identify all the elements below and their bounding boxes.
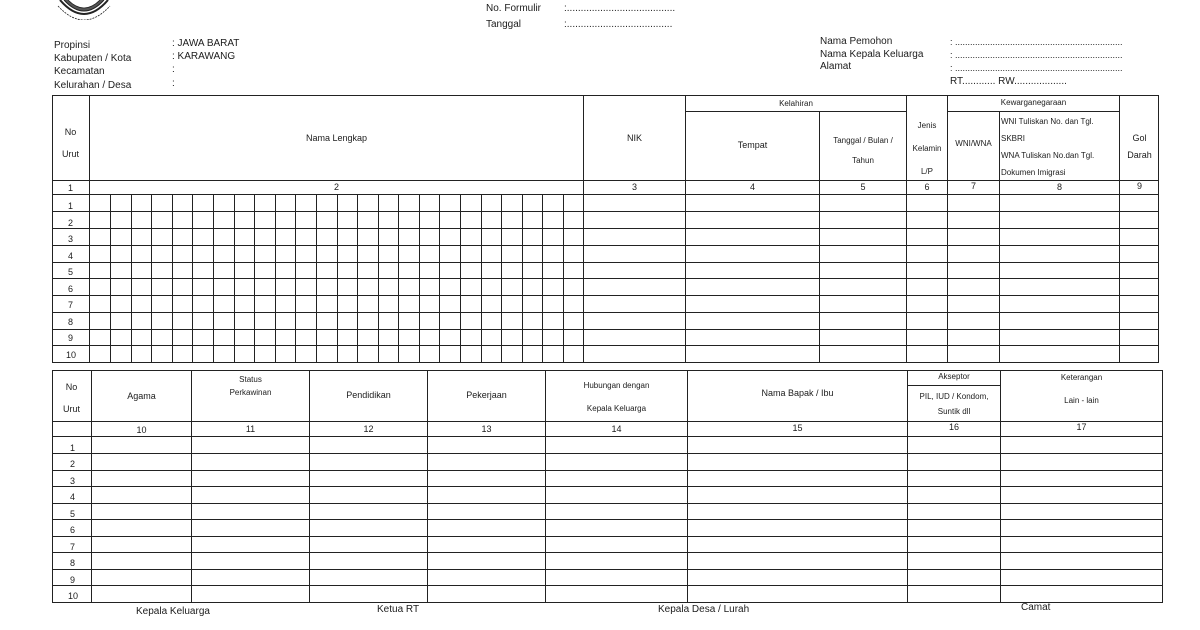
- t1-row-number: 4: [68, 251, 74, 261]
- applicant-value: : ...................................................................: [950, 37, 1123, 47]
- t2-col-number: 11: [245, 424, 256, 434]
- t1-row-number: 2: [68, 218, 74, 228]
- t1-nik-header: NIK: [626, 133, 642, 143]
- t2-keterangan-header: Keterangan: [1060, 373, 1103, 382]
- t2-col-number: 16: [948, 422, 959, 432]
- t1-wni-note-line4: Dokumen Imigrasi: [1001, 168, 1066, 177]
- t1-row-number: 6: [68, 284, 74, 294]
- t1-urut-label: Urut: [61, 149, 79, 159]
- t1-row-number: 1: [68, 201, 74, 211]
- t2-row-number: 4: [70, 492, 76, 502]
- t2-row-number: 6: [70, 525, 76, 535]
- t2-row-number: 8: [70, 558, 76, 568]
- family-head-label: Nama Kepala Keluarga: [820, 49, 924, 60]
- t2-row-number: 1: [70, 443, 76, 453]
- province-value: : JAWA BARAT: [172, 38, 240, 49]
- t2-akseptor-header: Akseptor: [938, 372, 970, 381]
- t1-tanggal-line1: Tanggal / Bulan /: [833, 136, 893, 145]
- t1-row-number: 9: [68, 333, 74, 343]
- t1-jenis-line1: Jenis: [917, 121, 937, 130]
- t2-urut-label: Urut: [62, 404, 80, 414]
- family-head-value: : ...................................................................: [950, 50, 1123, 60]
- address-value: : ...................................................................: [950, 63, 1123, 73]
- t2-pendidikan-header: Pendidikan: [346, 390, 391, 400]
- signature-kepala-keluarga: Kepala Keluarga: [136, 606, 210, 617]
- t2-col-number: 15: [792, 423, 803, 433]
- signature-ketua-rt: Ketua RT: [377, 604, 420, 615]
- t1-gol-line1: Gol: [1132, 133, 1147, 143]
- t1-jenis-line3: L/P: [920, 167, 933, 176]
- t2-col-number: 10: [136, 425, 147, 435]
- t1-kewarganegaraan-header: Kewarganegaraan: [1000, 98, 1067, 107]
- date-label: Tanggal: [486, 19, 522, 30]
- t2-agama-header: Agama: [127, 391, 156, 401]
- t2-akseptor-note-line1: PIL, IUD / Kondom,: [919, 392, 989, 401]
- t1-col-number: 4: [749, 182, 755, 192]
- t2-no-label: No: [65, 382, 78, 392]
- t2-akseptor-note-line2: Suntik dll: [937, 407, 971, 416]
- date-value: :......................................: [564, 19, 673, 30]
- t1-col-number: 6: [924, 182, 930, 192]
- t1-wni-wna-header: WNI/WNA: [955, 139, 992, 148]
- t2-hubungan-header: [546, 374, 687, 420]
- t1-tanggal-line2: Tahun: [852, 156, 874, 165]
- t2-hubungan-line1: Hubungan dengan: [583, 381, 650, 390]
- t1-jenis-line2: Kelamin: [912, 144, 942, 153]
- t2-row-number: 3: [70, 476, 76, 486]
- t1-row-number: 7: [68, 300, 74, 310]
- rt-rw-field: RT............ RW...................: [950, 76, 1067, 87]
- district-value: :: [172, 64, 175, 75]
- t1-col-number: 8: [1056, 182, 1062, 192]
- t1-col-number: 5: [860, 182, 866, 192]
- t1-col-number: 2: [333, 182, 339, 192]
- city-label: Kabupaten / Kota: [54, 53, 132, 64]
- village-value: :: [172, 78, 175, 89]
- t1-tempat-header: Tempat: [737, 140, 768, 150]
- t2-no-urut-header: [52, 376, 91, 420]
- t2-row-number: 5: [70, 509, 76, 519]
- t2-nama-bapak-ibu-header: Nama Bapak / Ibu: [761, 388, 834, 398]
- t2-status-line1: Status: [239, 375, 262, 384]
- t1-wni-note-line3: WNA Tuliskan No.dan Tgl.: [1001, 151, 1095, 160]
- t2-row-number: 10: [68, 591, 79, 601]
- t2-akseptor-note: [908, 389, 1000, 419]
- t2-col-number: 14: [611, 424, 622, 434]
- t1-col-number: 1: [67, 183, 73, 193]
- t1-col-number: 3: [631, 182, 637, 192]
- t1-row-number: 10: [66, 350, 77, 360]
- form-no-label: No. Formulir: [486, 3, 542, 14]
- t1-kelahiran-header: Kelahiran: [779, 99, 813, 108]
- city-value: : KARAWANG: [172, 51, 236, 62]
- t2-lain-lain-header: Lain - lain: [1064, 396, 1099, 405]
- t2-col-number: 13: [481, 424, 492, 434]
- t1-col-number: 7: [970, 181, 976, 191]
- signature-camat: Camat: [1021, 602, 1051, 613]
- address-label: Alamat: [820, 61, 852, 72]
- t1-wni-note-line1: WNI Tuliskan No. dan Tgl.: [1001, 117, 1094, 126]
- t1-gol-line2: Darah: [1127, 150, 1152, 160]
- t2-status-header: [192, 373, 309, 399]
- t2-col-number: 17: [1076, 422, 1087, 432]
- t1-row-number: 8: [68, 317, 74, 327]
- village-label: Kelurahan / Desa: [54, 80, 132, 91]
- district-label: Kecamatan: [54, 66, 105, 77]
- t2-row-number: 7: [70, 542, 76, 552]
- t2-row-number: 9: [70, 575, 76, 585]
- t2-pekerjaan-header: Pekerjaan: [466, 390, 507, 400]
- province-label: Propinsi: [54, 40, 91, 51]
- t1-row-number: 5: [68, 267, 74, 277]
- t2-hubungan-line2: Kepala Keluarga: [586, 404, 647, 413]
- t1-col-number: 9: [1136, 181, 1142, 191]
- t1-nama-lengkap-header: Nama Lengkap: [305, 133, 368, 143]
- applicant-label: Nama Pemohon: [820, 36, 893, 47]
- t1-row-number: 3: [68, 234, 74, 244]
- t2-status-line2: Perkawinan: [229, 388, 272, 397]
- signature-kepala-desa: Kepala Desa / Lurah: [658, 604, 750, 615]
- form-no-value: :.......................................: [564, 3, 676, 14]
- t2-row-number: 2: [70, 459, 76, 469]
- t1-no-label: No: [64, 127, 77, 137]
- t1-wni-note-line2: SKBRI: [1001, 134, 1026, 143]
- t2-col-number: 12: [363, 424, 374, 434]
